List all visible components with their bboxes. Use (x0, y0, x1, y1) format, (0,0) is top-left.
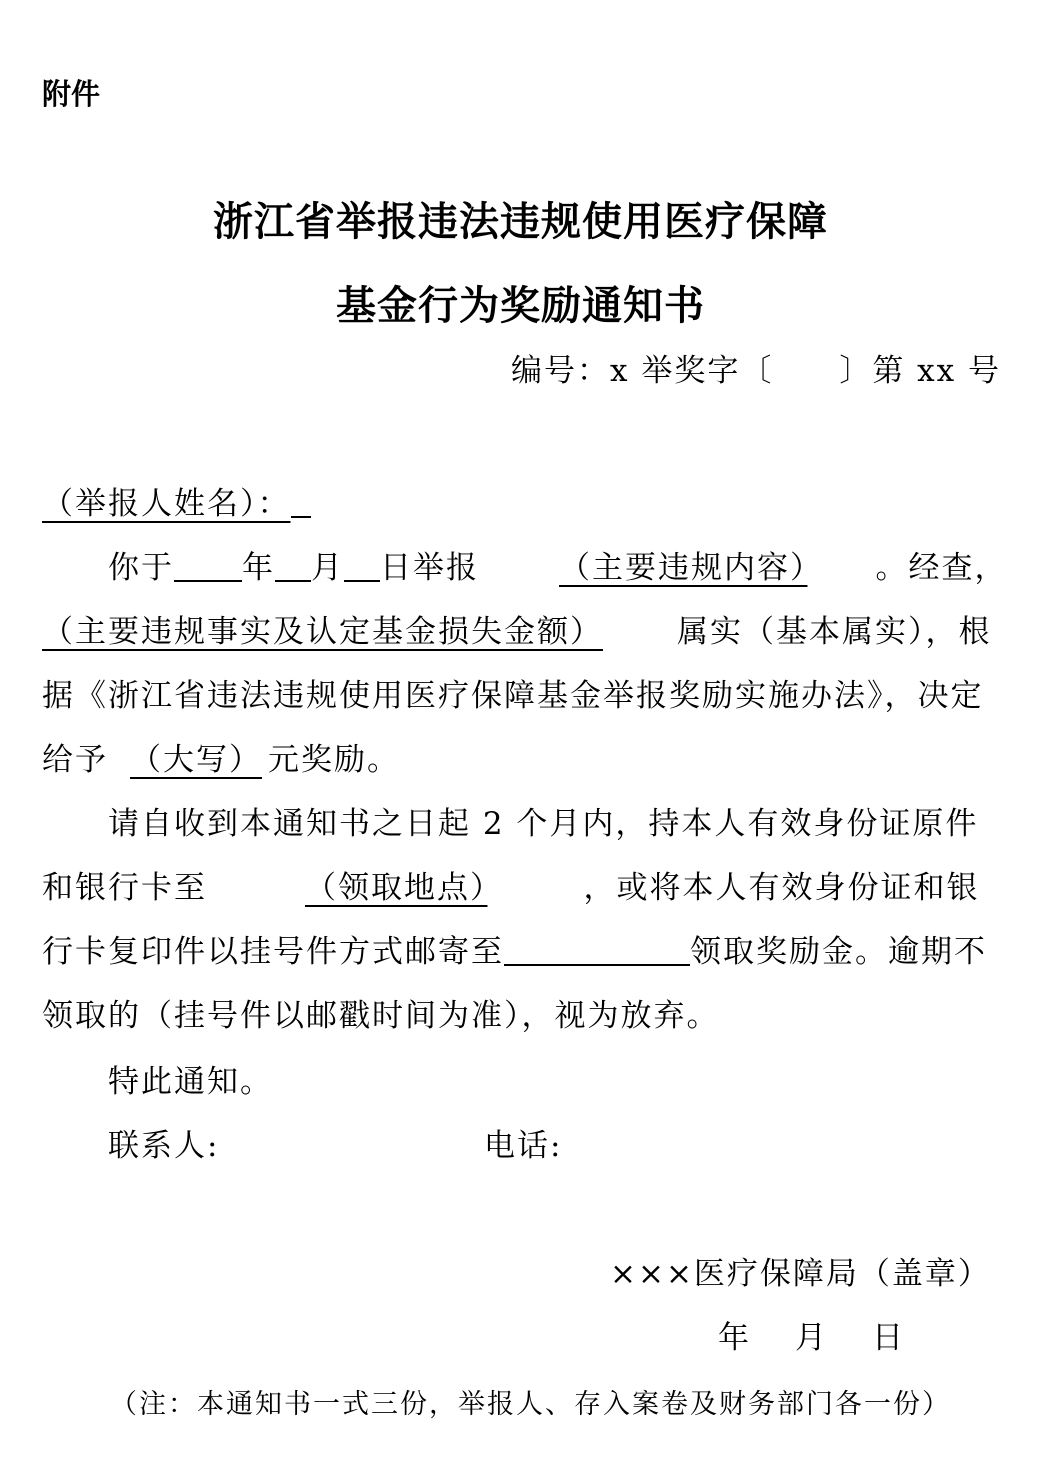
contact-label: 联系人: (108, 1128, 220, 1164)
date-month: 月 (795, 1320, 826, 1356)
paragraph-1-line2 (42, 606, 1006, 651)
text-day-report: 日举报 (380, 550, 479, 586)
text-month: 月 (311, 550, 344, 586)
paragraph-2-line1: 请自收到本通知书之日起 2 个月内，持本人有效身份证原件 (108, 806, 979, 842)
text-you: 你于 (108, 550, 174, 586)
recipient-line (42, 478, 1006, 523)
day-blank (344, 552, 380, 582)
paragraph-1-line4 (42, 734, 1006, 779)
text-verified: 属实（基本属实），根 (677, 614, 992, 650)
text-bank-card-to: 和银行卡至 (42, 870, 207, 906)
text-reward-unit: 元奖励。 (268, 742, 400, 778)
attachment-label: 附件 (42, 77, 101, 111)
document-title-line1: 浙江省举报违法违规使用医疗保障 (213, 199, 828, 245)
notice-end: 特此通知。 (108, 1064, 273, 1100)
paragraph-2-line4: 领取的（挂号件以邮戳时间为准），视为放弃。 (42, 998, 720, 1034)
recipient-name-field: （举报人姓名）： (42, 486, 291, 522)
document-title-line2: 基金行为奖励通知书 (336, 283, 705, 329)
amount-field: （大写） (130, 742, 262, 778)
signature-date (718, 1312, 949, 1357)
month-blank (275, 552, 311, 582)
text-or-mail: ，或将本人有效身份证和银 (583, 870, 980, 906)
pickup-location-field: （领取地点） (305, 870, 488, 906)
paragraph-2-line2 (42, 862, 1006, 907)
phone-label: 电话: (484, 1128, 563, 1164)
year-blank (174, 552, 242, 582)
signer-seal: ×××医疗保障局（盖章） (610, 1256, 991, 1292)
paragraph-2-line3 (42, 926, 1006, 971)
paragraph-1-line1 (42, 542, 1006, 587)
mail-address-blank (504, 936, 690, 966)
paragraph-1-line3: 据《浙江省违法违规使用医疗保障基金举报奖励实施办法》，决定 (42, 678, 984, 714)
footnote: （注：本通知书一式三份，举报人、存入案卷及财务部门各一份） (110, 1389, 951, 1420)
text-mail-to: 行卡复印件以挂号件方式邮寄至 (42, 934, 504, 970)
text-checked: 。经查， (875, 550, 1008, 586)
date-day: 日 (872, 1320, 903, 1356)
document-number: 编号：x 举奖字〔 〕第 xx 号 (510, 353, 1001, 389)
text-collect-reward: 领取奖励金。逾期不 (690, 934, 987, 970)
contact-line (42, 1120, 1006, 1165)
text-grant: 给予 (42, 742, 108, 778)
violation-content-field: （主要违规内容） (559, 550, 808, 586)
date-year: 年 (718, 1320, 749, 1356)
text-year: 年 (242, 550, 275, 586)
recipient-underline-tail (291, 488, 311, 518)
facts-field: （主要违规事实及认定基金损失金额） (42, 614, 603, 650)
